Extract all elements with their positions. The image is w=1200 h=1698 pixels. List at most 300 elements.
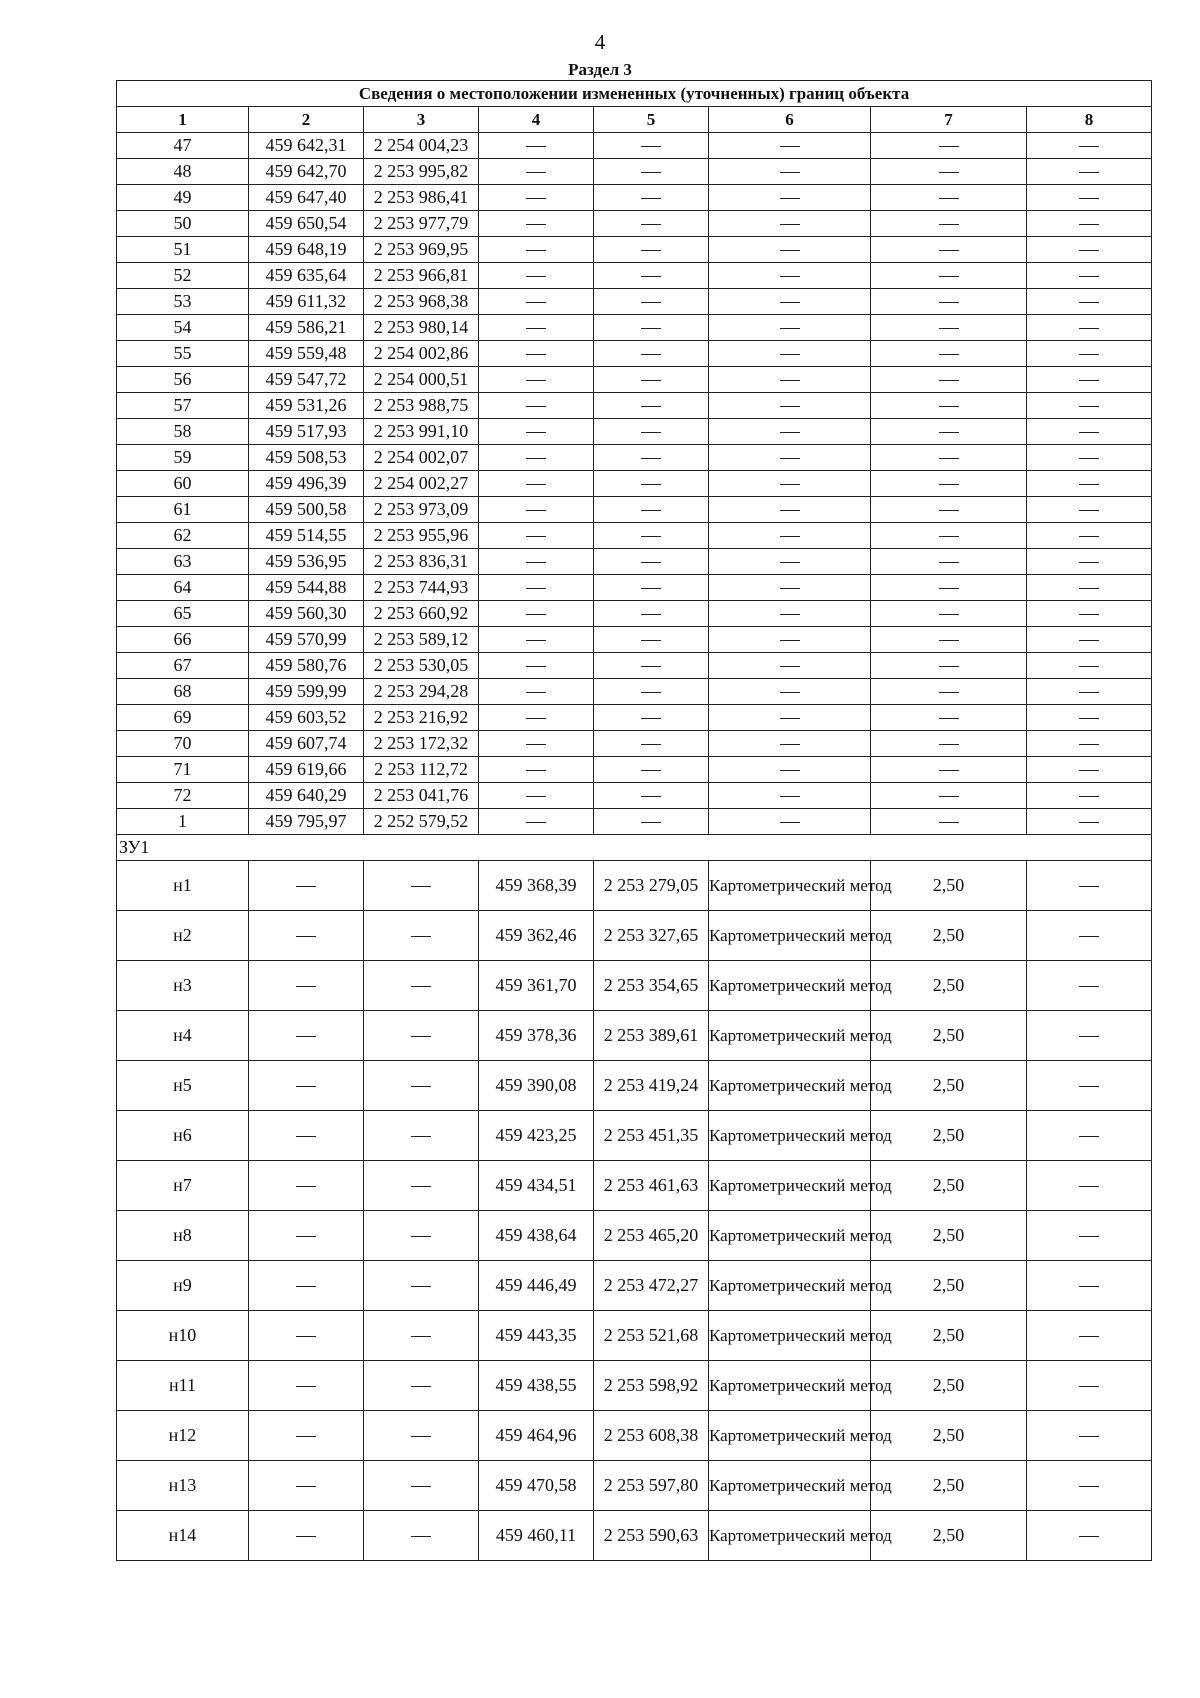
determination-method: Картометрический метод bbox=[709, 1311, 871, 1361]
dash-mark bbox=[780, 614, 800, 615]
new-coordinate-y: 2 253 608,38 bbox=[594, 1411, 709, 1461]
column-header: 7 bbox=[871, 107, 1027, 133]
dash-mark bbox=[780, 796, 800, 797]
coordinate-y: 2 253 968,38 bbox=[364, 289, 479, 315]
dash-mark bbox=[641, 432, 661, 433]
empty-cell bbox=[479, 627, 594, 653]
empty-cell bbox=[364, 1311, 479, 1361]
empty-cell bbox=[479, 497, 594, 523]
empty-cell bbox=[1027, 1411, 1152, 1461]
coordinate-y: 2 254 004,23 bbox=[364, 133, 479, 159]
empty-cell bbox=[479, 705, 594, 731]
coordinate-x: 459 642,31 bbox=[249, 133, 364, 159]
empty-cell bbox=[871, 289, 1027, 315]
dash-mark bbox=[939, 250, 959, 251]
new-coordinate-x: 459 438,55 bbox=[479, 1361, 594, 1411]
dash-mark bbox=[939, 510, 959, 511]
empty-cell bbox=[1027, 263, 1152, 289]
dash-mark bbox=[1079, 640, 1099, 641]
empty-cell bbox=[594, 315, 709, 341]
empty-cell bbox=[594, 653, 709, 679]
empty-cell bbox=[479, 575, 594, 601]
empty-cell bbox=[479, 211, 594, 237]
dash-mark bbox=[1079, 172, 1099, 173]
point-number: 51 bbox=[117, 237, 249, 263]
empty-cell bbox=[249, 961, 364, 1011]
new-coordinate-y: 2 253 521,68 bbox=[594, 1311, 709, 1361]
dash-mark bbox=[780, 718, 800, 719]
dash-mark bbox=[1079, 744, 1099, 745]
new-coordinate-x: 459 443,35 bbox=[479, 1311, 594, 1361]
empty-cell bbox=[479, 185, 594, 211]
empty-cell bbox=[871, 627, 1027, 653]
empty-cell bbox=[1027, 809, 1152, 835]
dash-mark bbox=[641, 198, 661, 199]
empty-cell bbox=[709, 289, 871, 315]
point-number: 53 bbox=[117, 289, 249, 315]
dash-mark bbox=[526, 198, 546, 199]
dash-mark bbox=[939, 458, 959, 459]
table-row bbox=[117, 961, 1152, 1011]
empty-cell bbox=[594, 471, 709, 497]
dash-mark bbox=[780, 770, 800, 771]
dash-mark bbox=[296, 1136, 316, 1137]
new-coordinate-x: 459 368,39 bbox=[479, 861, 594, 911]
table-row bbox=[117, 133, 1152, 159]
empty-cell bbox=[249, 1511, 364, 1561]
dash-mark bbox=[296, 1036, 316, 1037]
dash-mark bbox=[939, 146, 959, 147]
empty-cell bbox=[364, 1411, 479, 1461]
dash-mark bbox=[1079, 276, 1099, 277]
dash-mark bbox=[296, 1286, 316, 1287]
empty-cell bbox=[249, 1261, 364, 1311]
boundary-coordinates-table bbox=[116, 80, 1152, 1561]
dash-mark bbox=[939, 640, 959, 641]
new-coordinate-y: 2 253 327,65 bbox=[594, 911, 709, 961]
empty-cell bbox=[249, 1061, 364, 1111]
dash-mark bbox=[780, 406, 800, 407]
empty-cell bbox=[709, 445, 871, 471]
table-row bbox=[117, 757, 1152, 783]
dash-mark bbox=[939, 224, 959, 225]
empty-cell bbox=[594, 367, 709, 393]
empty-cell bbox=[479, 445, 594, 471]
dash-mark bbox=[939, 666, 959, 667]
table-body bbox=[117, 81, 1152, 1561]
empty-cell bbox=[364, 861, 479, 911]
empty-cell bbox=[871, 679, 1027, 705]
group-row bbox=[117, 835, 1152, 861]
dash-mark bbox=[526, 250, 546, 251]
table-row bbox=[117, 185, 1152, 211]
empty-cell bbox=[1027, 1261, 1152, 1311]
dash-mark bbox=[526, 406, 546, 407]
accuracy-value: 2,50 bbox=[871, 911, 1027, 961]
dash-mark bbox=[411, 1336, 431, 1337]
accuracy-value: 2,50 bbox=[871, 1511, 1027, 1561]
coordinate-y: 2 253 980,14 bbox=[364, 315, 479, 341]
empty-cell bbox=[479, 679, 594, 705]
dash-mark bbox=[1079, 224, 1099, 225]
dash-mark bbox=[526, 328, 546, 329]
dash-mark bbox=[526, 666, 546, 667]
empty-cell bbox=[1027, 367, 1152, 393]
dash-mark bbox=[411, 1436, 431, 1437]
empty-cell bbox=[1027, 1111, 1152, 1161]
dash-mark bbox=[1079, 1236, 1099, 1237]
coordinate-x: 459 547,72 bbox=[249, 367, 364, 393]
empty-cell bbox=[871, 211, 1027, 237]
table-row bbox=[117, 1311, 1152, 1361]
point-number: 47 bbox=[117, 133, 249, 159]
empty-cell bbox=[871, 601, 1027, 627]
coordinate-x: 459 536,95 bbox=[249, 549, 364, 575]
group-label: ЗУ1 bbox=[117, 835, 1152, 861]
dash-mark bbox=[939, 536, 959, 537]
empty-cell bbox=[709, 549, 871, 575]
empty-cell bbox=[709, 523, 871, 549]
dash-mark bbox=[526, 484, 546, 485]
accuracy-value: 2,50 bbox=[871, 1361, 1027, 1411]
empty-cell bbox=[709, 367, 871, 393]
point-number: 63 bbox=[117, 549, 249, 575]
empty-cell bbox=[249, 911, 364, 961]
dash-mark bbox=[296, 1436, 316, 1437]
dash-mark bbox=[526, 718, 546, 719]
new-coordinate-x: 459 464,96 bbox=[479, 1411, 594, 1461]
table-row bbox=[117, 653, 1152, 679]
empty-cell bbox=[709, 315, 871, 341]
dash-mark bbox=[1079, 1436, 1099, 1437]
dash-mark bbox=[939, 588, 959, 589]
dash-mark bbox=[411, 1486, 431, 1487]
point-number: 58 bbox=[117, 419, 249, 445]
empty-cell bbox=[871, 341, 1027, 367]
empty-cell bbox=[1027, 705, 1152, 731]
empty-cell bbox=[479, 549, 594, 575]
dash-mark bbox=[641, 354, 661, 355]
dash-mark bbox=[1079, 458, 1099, 459]
empty-cell bbox=[1027, 1361, 1152, 1411]
dash-mark bbox=[1079, 510, 1099, 511]
empty-cell bbox=[594, 783, 709, 809]
empty-cell bbox=[594, 601, 709, 627]
dash-mark bbox=[526, 796, 546, 797]
accuracy-value: 2,50 bbox=[871, 1411, 1027, 1461]
point-number: н9 bbox=[117, 1261, 249, 1311]
table-caption-row bbox=[117, 81, 1152, 107]
dash-mark bbox=[641, 302, 661, 303]
coordinate-y: 2 253 041,76 bbox=[364, 783, 479, 809]
coordinate-x: 459 544,88 bbox=[249, 575, 364, 601]
empty-cell bbox=[364, 1011, 479, 1061]
dash-mark bbox=[1079, 380, 1099, 381]
point-number: н4 bbox=[117, 1011, 249, 1061]
column-header: 6 bbox=[709, 107, 871, 133]
coordinate-y: 2 253 977,79 bbox=[364, 211, 479, 237]
coordinate-y: 2 253 986,41 bbox=[364, 185, 479, 211]
dash-mark bbox=[780, 536, 800, 537]
new-coordinate-y: 2 253 597,80 bbox=[594, 1461, 709, 1511]
empty-cell bbox=[249, 1411, 364, 1461]
dash-mark bbox=[641, 588, 661, 589]
dash-mark bbox=[1079, 484, 1099, 485]
point-number: 69 bbox=[117, 705, 249, 731]
coordinate-y: 2 253 660,92 bbox=[364, 601, 479, 627]
dash-mark bbox=[641, 666, 661, 667]
dash-mark bbox=[641, 640, 661, 641]
section-title: Раздел 3 bbox=[568, 60, 632, 79]
coordinate-x: 459 586,21 bbox=[249, 315, 364, 341]
empty-cell bbox=[871, 133, 1027, 159]
dash-mark bbox=[939, 562, 959, 563]
dash-mark bbox=[526, 614, 546, 615]
dash-mark bbox=[526, 276, 546, 277]
determination-method: Картометрический метод bbox=[709, 1461, 871, 1511]
point-number: 55 bbox=[117, 341, 249, 367]
coordinate-x: 459 570,99 bbox=[249, 627, 364, 653]
dash-mark bbox=[780, 692, 800, 693]
point-number: 64 bbox=[117, 575, 249, 601]
empty-cell bbox=[479, 393, 594, 419]
empty-cell bbox=[871, 393, 1027, 419]
coordinate-x: 459 635,64 bbox=[249, 263, 364, 289]
empty-cell bbox=[479, 263, 594, 289]
dash-mark bbox=[939, 432, 959, 433]
column-header: 5 bbox=[594, 107, 709, 133]
empty-cell bbox=[709, 601, 871, 627]
dash-mark bbox=[780, 276, 800, 277]
table-row bbox=[117, 341, 1152, 367]
empty-cell bbox=[1027, 315, 1152, 341]
empty-cell bbox=[364, 1511, 479, 1561]
empty-cell bbox=[709, 237, 871, 263]
empty-cell bbox=[364, 1111, 479, 1161]
dash-mark bbox=[526, 302, 546, 303]
coordinate-x: 459 599,99 bbox=[249, 679, 364, 705]
empty-cell bbox=[871, 263, 1027, 289]
dash-mark bbox=[411, 1386, 431, 1387]
dash-mark bbox=[526, 354, 546, 355]
dash-mark bbox=[526, 536, 546, 537]
accuracy-value: 2,50 bbox=[871, 1061, 1027, 1111]
coordinate-x: 459 514,55 bbox=[249, 523, 364, 549]
point-number: 1 bbox=[117, 809, 249, 835]
dash-mark bbox=[526, 172, 546, 173]
empty-cell bbox=[594, 237, 709, 263]
dash-mark bbox=[411, 1286, 431, 1287]
dash-mark bbox=[780, 380, 800, 381]
dash-mark bbox=[1079, 1136, 1099, 1137]
empty-cell bbox=[1027, 237, 1152, 263]
empty-cell bbox=[364, 1461, 479, 1511]
empty-cell bbox=[1027, 341, 1152, 367]
empty-cell bbox=[871, 783, 1027, 809]
empty-cell bbox=[709, 575, 871, 601]
empty-cell bbox=[871, 575, 1027, 601]
empty-cell bbox=[1027, 471, 1152, 497]
coordinate-y: 2 253 988,75 bbox=[364, 393, 479, 419]
empty-cell bbox=[594, 679, 709, 705]
dash-mark bbox=[780, 302, 800, 303]
point-number: н14 bbox=[117, 1511, 249, 1561]
point-number: 59 bbox=[117, 445, 249, 471]
empty-cell bbox=[479, 809, 594, 835]
empty-cell bbox=[1027, 211, 1152, 237]
dash-mark bbox=[939, 302, 959, 303]
new-coordinate-x: 459 423,25 bbox=[479, 1111, 594, 1161]
table-row bbox=[117, 627, 1152, 653]
dash-mark bbox=[1079, 1186, 1099, 1187]
dash-mark bbox=[1079, 886, 1099, 887]
empty-cell bbox=[479, 237, 594, 263]
coordinate-x: 459 580,76 bbox=[249, 653, 364, 679]
dash-mark bbox=[939, 198, 959, 199]
accuracy-value: 2,50 bbox=[871, 1211, 1027, 1261]
empty-cell bbox=[249, 1111, 364, 1161]
dash-mark bbox=[1079, 1286, 1099, 1287]
table-row bbox=[117, 367, 1152, 393]
empty-cell bbox=[1027, 757, 1152, 783]
dash-mark bbox=[526, 510, 546, 511]
dash-mark bbox=[526, 562, 546, 563]
coordinate-x: 459 647,40 bbox=[249, 185, 364, 211]
empty-cell bbox=[709, 627, 871, 653]
point-number: н5 bbox=[117, 1061, 249, 1111]
point-number: н12 bbox=[117, 1411, 249, 1461]
coordinate-y: 2 254 000,51 bbox=[364, 367, 479, 393]
coordinate-y: 2 254 002,07 bbox=[364, 445, 479, 471]
empty-cell bbox=[594, 575, 709, 601]
empty-cell bbox=[871, 315, 1027, 341]
column-header: 2 bbox=[249, 107, 364, 133]
determination-method: Картометрический метод bbox=[709, 1111, 871, 1161]
empty-cell bbox=[709, 757, 871, 783]
dash-mark bbox=[1079, 666, 1099, 667]
dash-mark bbox=[526, 224, 546, 225]
determination-method: Картометрический метод bbox=[709, 1161, 871, 1211]
new-coordinate-x: 459 446,49 bbox=[479, 1261, 594, 1311]
empty-cell bbox=[1027, 1511, 1152, 1561]
point-number: 67 bbox=[117, 653, 249, 679]
dash-mark bbox=[939, 354, 959, 355]
table-row bbox=[117, 783, 1152, 809]
dash-mark bbox=[526, 692, 546, 693]
dash-mark bbox=[641, 406, 661, 407]
accuracy-value: 2,50 bbox=[871, 861, 1027, 911]
dash-mark bbox=[780, 458, 800, 459]
dash-mark bbox=[411, 1036, 431, 1037]
table-row bbox=[117, 809, 1152, 835]
new-coordinate-x: 459 390,08 bbox=[479, 1061, 594, 1111]
dash-mark bbox=[780, 822, 800, 823]
dash-mark bbox=[780, 432, 800, 433]
dash-mark bbox=[1079, 1536, 1099, 1537]
dash-mark bbox=[780, 510, 800, 511]
dash-mark bbox=[939, 380, 959, 381]
empty-cell bbox=[709, 653, 871, 679]
point-number: 68 bbox=[117, 679, 249, 705]
empty-cell bbox=[709, 393, 871, 419]
point-number: 60 bbox=[117, 471, 249, 497]
empty-cell bbox=[364, 1211, 479, 1261]
empty-cell bbox=[479, 315, 594, 341]
empty-cell bbox=[249, 1011, 364, 1061]
column-header: 4 bbox=[479, 107, 594, 133]
empty-cell bbox=[594, 419, 709, 445]
empty-cell bbox=[1027, 911, 1152, 961]
empty-cell bbox=[479, 133, 594, 159]
new-coordinate-x: 459 362,46 bbox=[479, 911, 594, 961]
table-row bbox=[117, 1211, 1152, 1261]
point-number: 52 bbox=[117, 263, 249, 289]
coordinate-x: 459 496,39 bbox=[249, 471, 364, 497]
new-coordinate-y: 2 253 419,24 bbox=[594, 1061, 709, 1111]
column-header: 1 bbox=[117, 107, 249, 133]
dash-mark bbox=[641, 224, 661, 225]
dash-mark bbox=[1079, 614, 1099, 615]
empty-cell bbox=[1027, 549, 1152, 575]
empty-cell bbox=[594, 211, 709, 237]
dash-mark bbox=[780, 146, 800, 147]
empty-cell bbox=[871, 237, 1027, 263]
dash-mark bbox=[296, 1536, 316, 1537]
empty-cell bbox=[709, 471, 871, 497]
new-coordinate-y: 2 253 598,92 bbox=[594, 1361, 709, 1411]
determination-method: Картометрический метод bbox=[709, 1211, 871, 1261]
dash-mark bbox=[1079, 198, 1099, 199]
dash-mark bbox=[411, 1186, 431, 1187]
empty-cell bbox=[1027, 575, 1152, 601]
point-number: 48 bbox=[117, 159, 249, 185]
coordinate-y: 2 253 969,95 bbox=[364, 237, 479, 263]
coordinate-x: 459 795,97 bbox=[249, 809, 364, 835]
empty-cell bbox=[594, 497, 709, 523]
coordinate-y: 2 253 744,93 bbox=[364, 575, 479, 601]
coordinate-x: 459 642,70 bbox=[249, 159, 364, 185]
dash-mark bbox=[296, 1336, 316, 1337]
page-number: 4 bbox=[594, 30, 606, 54]
dash-mark bbox=[526, 432, 546, 433]
empty-cell bbox=[709, 679, 871, 705]
dash-mark bbox=[641, 250, 661, 251]
dash-mark bbox=[641, 718, 661, 719]
empty-cell bbox=[871, 419, 1027, 445]
dash-mark bbox=[1079, 354, 1099, 355]
empty-cell bbox=[364, 1061, 479, 1111]
dash-mark bbox=[296, 886, 316, 887]
empty-cell bbox=[1027, 1461, 1152, 1511]
dash-mark bbox=[296, 1236, 316, 1237]
point-number: 70 bbox=[117, 731, 249, 757]
dash-mark bbox=[780, 640, 800, 641]
new-coordinate-x: 459 460,11 bbox=[479, 1511, 594, 1561]
coordinate-y: 2 253 216,92 bbox=[364, 705, 479, 731]
table-row bbox=[117, 471, 1152, 497]
empty-cell bbox=[871, 731, 1027, 757]
dash-mark bbox=[1079, 302, 1099, 303]
empty-cell bbox=[479, 341, 594, 367]
dash-mark bbox=[939, 172, 959, 173]
empty-cell bbox=[479, 783, 594, 809]
coordinate-x: 459 517,93 bbox=[249, 419, 364, 445]
new-coordinate-x: 459 438,64 bbox=[479, 1211, 594, 1261]
dash-mark bbox=[939, 614, 959, 615]
empty-cell bbox=[249, 1211, 364, 1261]
coordinate-x: 459 500,58 bbox=[249, 497, 364, 523]
table-row bbox=[117, 549, 1152, 575]
